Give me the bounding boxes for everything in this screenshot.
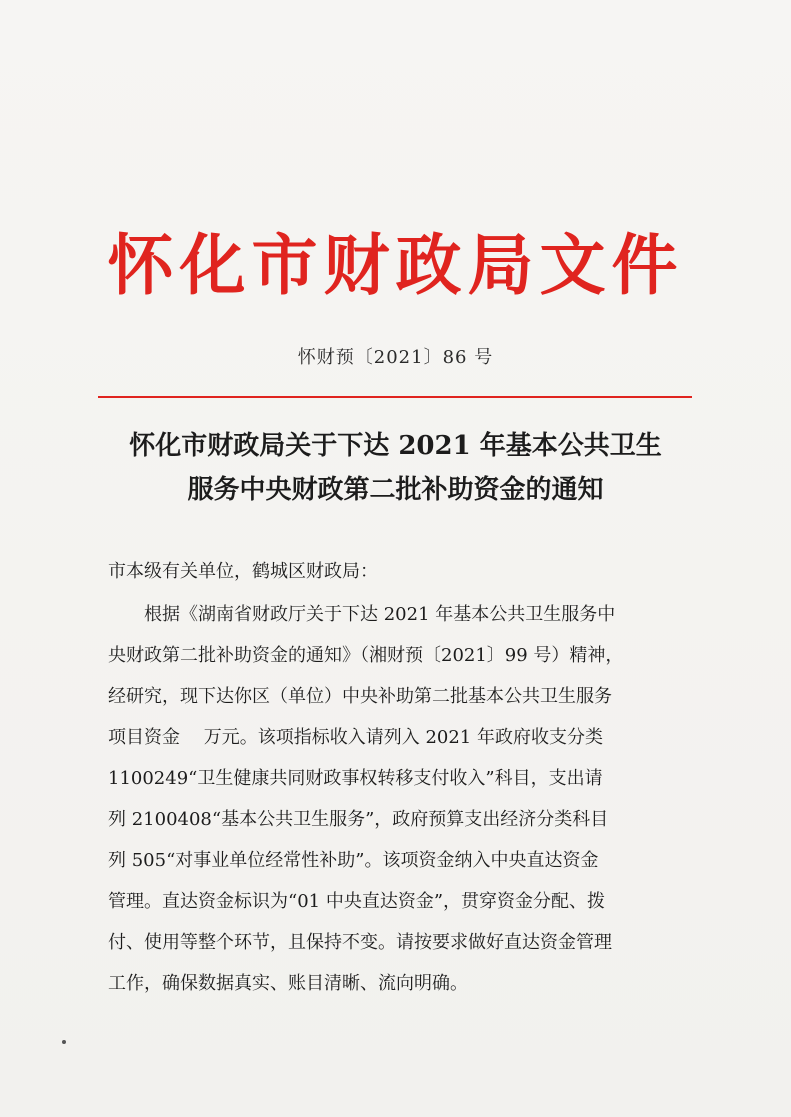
document-number: 怀财预〔2021〕86 号 — [297, 347, 494, 368]
body-line: 项目资金 万元。该项指标收入请列入 2021 年政府收支分类 — [108, 727, 603, 748]
title-line-1: 怀化市财政局关于下达 2021 年基本公共卫生 — [129, 431, 662, 461]
body-paragraph — [108, 594, 690, 1004]
document-title — [0, 424, 791, 512]
body-line: 付、使用等整个环节，且保持不变。请按要求做好直达资金管理 — [108, 932, 612, 953]
body-line: 1100249“卫生健康共同财政事权转移支付收入”科目，支出请 — [108, 768, 603, 789]
body-line: 列 2100408“基本公共卫生服务”，政府预算支出经济分类科目 — [108, 809, 609, 830]
document-masthead: 怀化市财政局文件 — [107, 226, 684, 304]
title-line-2: 服务中央财政第二批补助资金的通知 — [187, 475, 604, 505]
body-line: 管理。直达资金标识为“01 中央直达资金”，贯穿资金分配、拨 — [108, 891, 606, 912]
body-line: 根据《湖南省财政厅关于下达 2021 年基本公共卫生服务中 — [144, 604, 616, 625]
salutation: 市本级有关单位，鹤城区财政局： — [108, 561, 378, 582]
body-line: 列 505“对事业单位经常性补助”。该项资金纳入中央直达资金 — [108, 850, 599, 871]
body-line: 央财政第二批补助资金的通知》（湘财预〔2021〕99 号）精神， — [108, 645, 624, 666]
body-line: 经研究，现下达你区（单位）中央补助第二批基本公共卫生服务 — [108, 686, 612, 707]
body-line: 工作，确保数据真实、账目清晰、流向明确。 — [108, 973, 468, 994]
scan-speck — [62, 1040, 66, 1044]
red-divider-line — [98, 396, 692, 398]
